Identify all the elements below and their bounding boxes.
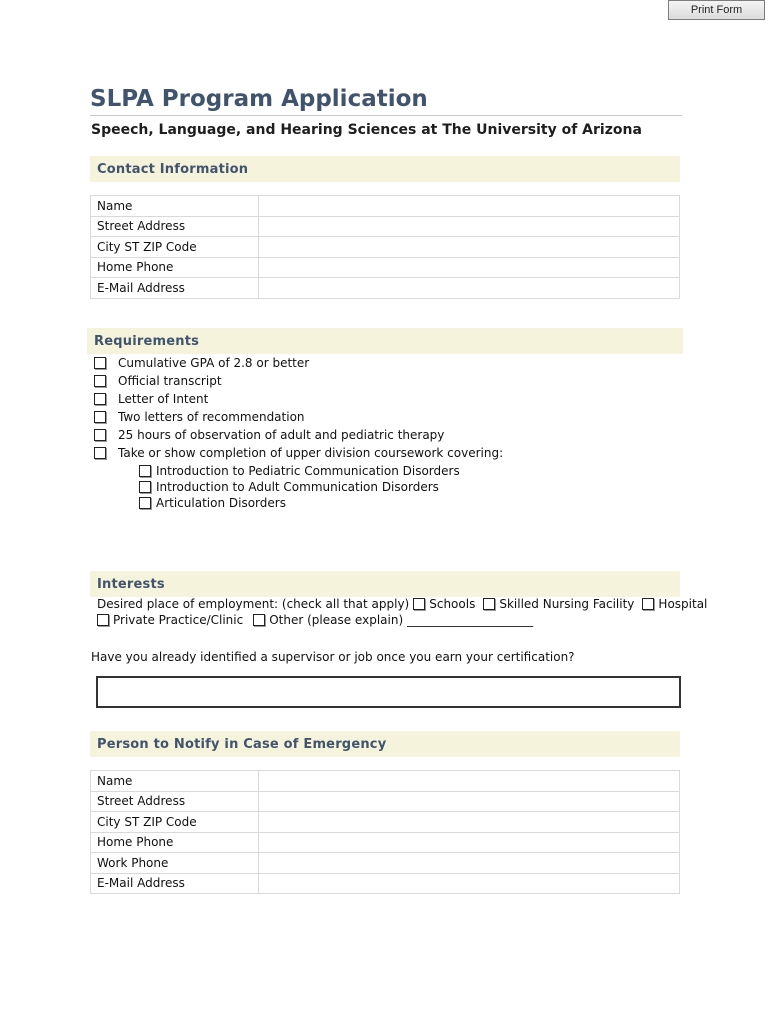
table-row (91, 196, 680, 217)
hospital-checkbox[interactable] (642, 598, 654, 610)
field-label: Street Address (91, 216, 259, 237)
employment-options-row-1 (97, 597, 707, 611)
requirement-label: Two letters of recommendation (118, 410, 305, 424)
table-row (91, 812, 680, 833)
gpa-checkbox[interactable] (94, 357, 106, 369)
table-row (91, 873, 680, 894)
list-item (94, 410, 305, 424)
field-label: Name (91, 196, 259, 217)
list-item (139, 464, 460, 478)
recommendation-checkbox[interactable] (94, 411, 106, 423)
emergency-email-field[interactable] (259, 873, 680, 894)
field-label: Home Phone (91, 832, 259, 853)
field-label: E-Mail Address (91, 278, 259, 299)
list-item (94, 446, 503, 460)
course-label: Introduction to Adult Communication Disorders (156, 480, 439, 494)
list-item (94, 392, 208, 406)
emergency-name-field[interactable] (259, 771, 680, 792)
option-label: Other (please explain) (269, 613, 404, 627)
list-item (139, 496, 286, 510)
coursework-checkbox[interactable] (94, 447, 106, 459)
field-label: Home Phone (91, 257, 259, 278)
table-row (91, 216, 680, 237)
supervisor-answer-field[interactable] (96, 676, 681, 708)
contact-street-field[interactable] (259, 216, 680, 237)
list-item (139, 480, 439, 494)
requirement-label: Letter of Intent (118, 392, 209, 406)
page-subtitle: Speech, Language, and Hearing Sciences at The University of Arizona (91, 122, 642, 138)
supervisor-question: Have you already identified a supervisor or job once you earn your certification? (91, 650, 575, 664)
emergency-city-field[interactable] (259, 812, 680, 833)
field-label: Name (91, 771, 259, 792)
other-checkbox[interactable] (253, 614, 265, 626)
list-item (94, 428, 444, 442)
emergency-work-phone-field[interactable] (259, 853, 680, 874)
schools-checkbox[interactable] (413, 598, 425, 610)
table-row (91, 832, 680, 853)
private-practice-checkbox[interactable] (97, 614, 109, 626)
requirements-section-heading: Requirements (87, 328, 683, 354)
print-form-button[interactable]: Print Form (668, 0, 765, 20)
table-row (91, 237, 680, 258)
option-label: Private Practice/Clinic (113, 613, 244, 627)
contact-table (90, 195, 680, 299)
course-label: Introduction to Pediatric Communication Disorders (156, 464, 460, 478)
emergency-section-heading: Person to Notify in Case of Emergency (90, 731, 680, 757)
title-divider (90, 115, 682, 116)
list-item (94, 356, 309, 370)
emergency-street-field[interactable] (259, 791, 680, 812)
requirement-label: Cumulative GPA of 2.8 or better (118, 356, 310, 370)
letter-of-intent-checkbox[interactable] (94, 393, 106, 405)
field-label: E-Mail Address (91, 873, 259, 894)
contact-name-field[interactable] (259, 196, 680, 217)
emergency-home-phone-field[interactable] (259, 832, 680, 853)
table-row (91, 278, 680, 299)
interests-section-heading: Interests (90, 571, 680, 597)
adult-course-checkbox[interactable] (139, 481, 151, 493)
employment-prompt: Desired place of employment: (check all that apply) (97, 597, 410, 611)
contact-city-field[interactable] (259, 237, 680, 258)
option-label: Schools (429, 597, 476, 611)
articulation-course-checkbox[interactable] (139, 497, 151, 509)
option-label: Hospital (658, 597, 708, 611)
pediatric-course-checkbox[interactable] (139, 465, 151, 477)
table-row (91, 791, 680, 812)
emergency-table (90, 770, 680, 894)
observation-checkbox[interactable] (94, 429, 106, 441)
requirement-label: Take or show completion of upper division coursework covering: (118, 446, 504, 460)
requirement-label: 25 hours of observation of adult and pediatric therapy (118, 428, 445, 442)
option-label: Skilled Nursing Facility (499, 597, 635, 611)
contact-section-heading: Contact Information (90, 156, 680, 182)
page-title: SLPA Program Application (90, 86, 428, 112)
transcript-checkbox[interactable] (94, 375, 106, 387)
field-label: City ST ZIP Code (91, 237, 259, 258)
table-row (91, 771, 680, 792)
table-row (91, 257, 680, 278)
field-label: Work Phone (91, 853, 259, 874)
field-label: Street Address (91, 791, 259, 812)
contact-email-field[interactable] (259, 278, 680, 299)
table-row (91, 853, 680, 874)
list-item (94, 374, 222, 388)
contact-phone-field[interactable] (259, 257, 680, 278)
course-label: Articulation Disorders (156, 496, 286, 510)
employment-options-row-2 (93, 613, 533, 627)
requirement-label: Official transcript (118, 374, 222, 388)
field-label: City ST ZIP Code (91, 812, 259, 833)
skilled-nursing-checkbox[interactable] (483, 598, 495, 610)
other-explain-blank[interactable]: _____________________ (407, 613, 534, 627)
